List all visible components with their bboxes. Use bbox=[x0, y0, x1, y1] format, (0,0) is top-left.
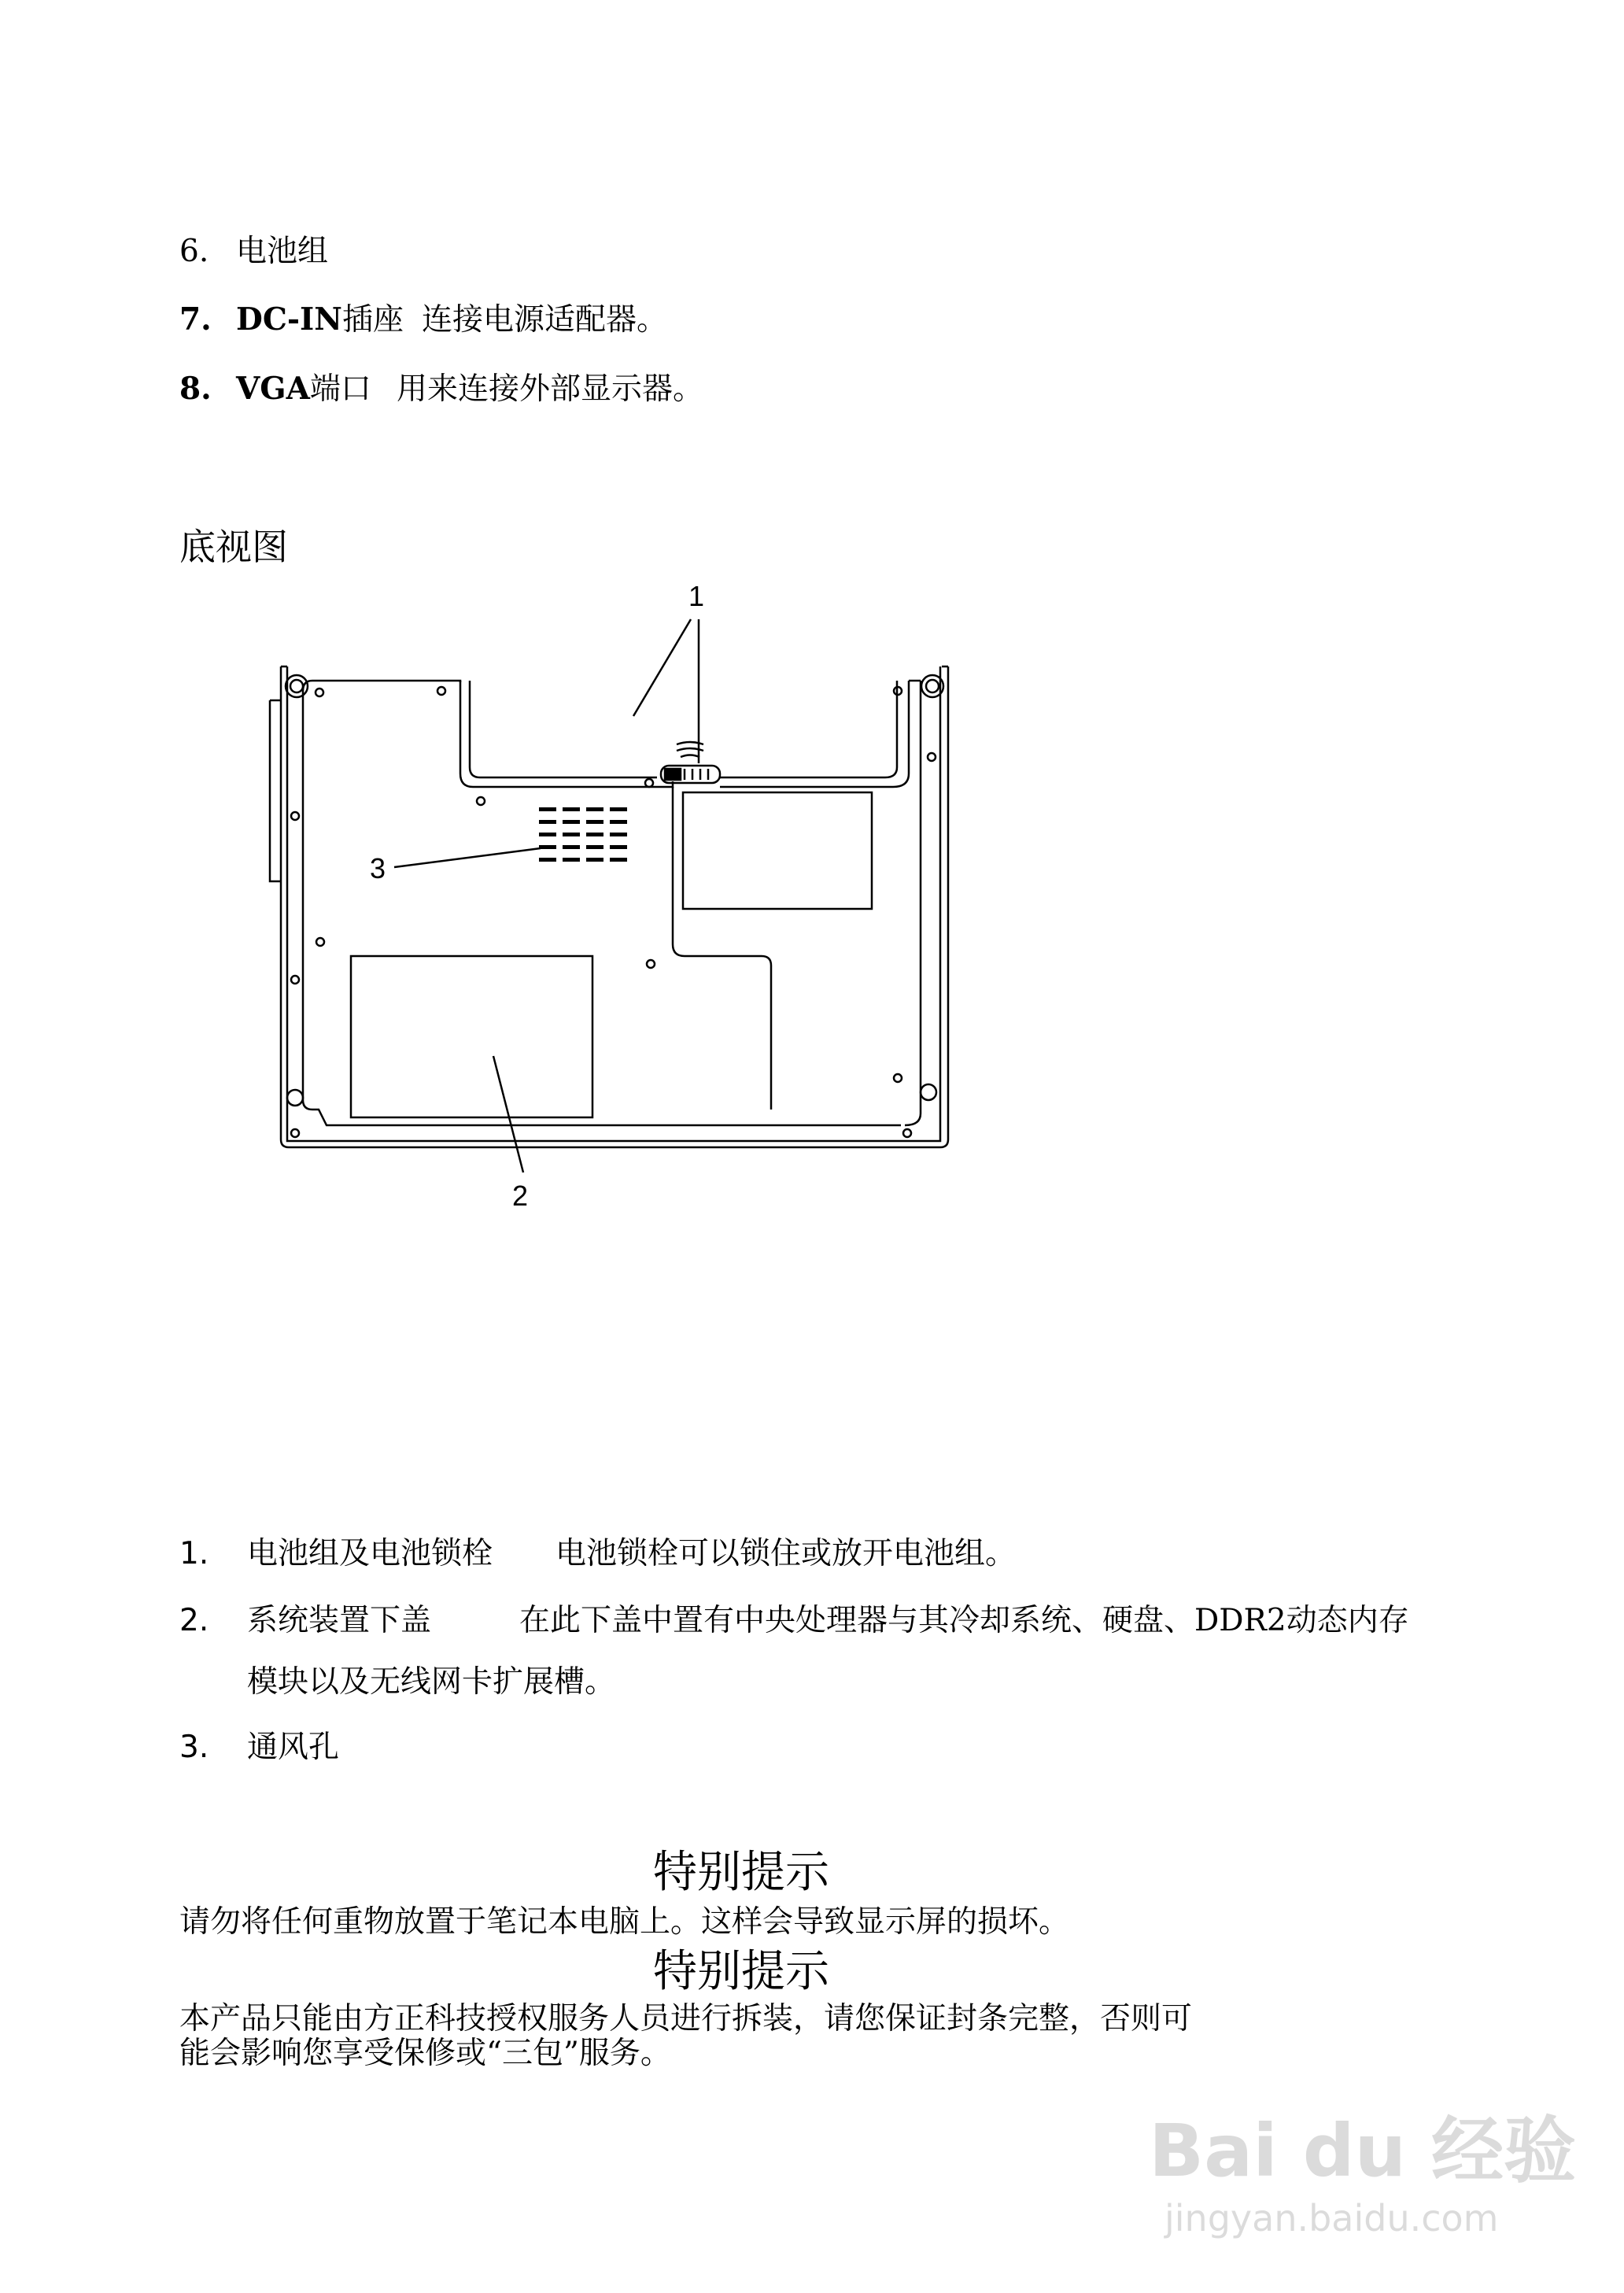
list-item-label: 电池组及电池锁栓 bbox=[247, 1536, 493, 1571]
callout-label: 3 bbox=[370, 852, 386, 884]
list-item-number: 1. bbox=[179, 1536, 209, 1571]
notice-title: 特别提示 bbox=[653, 1847, 829, 1898]
list-item-label-rest: 端口 bbox=[309, 371, 371, 407]
list-item-description: 在此下盖中置有中央处理器与其冷却系统、硬盘、DDR2动态内存 bbox=[519, 1603, 1409, 1638]
list-item-label-rest: 插座 bbox=[341, 302, 404, 338]
list-item-label bbox=[236, 301, 404, 338]
list-item-number: 2. bbox=[179, 1603, 209, 1638]
list-item-label-bold: VGA bbox=[236, 371, 310, 407]
list-item-number: 7. bbox=[179, 301, 212, 338]
list-item-description: 用来连接外部显示器。 bbox=[397, 371, 704, 407]
list-item-number: 8. bbox=[179, 371, 212, 407]
list-item-label-bold: DC-IN bbox=[236, 301, 342, 338]
list-item-label bbox=[236, 371, 371, 407]
watermark-url: jingyan.baidu.com bbox=[1164, 2197, 1499, 2239]
list-item-description: 电池锁栓可以锁住或放开电池组。 bbox=[555, 1536, 1017, 1571]
list-item-label: 系统装置下盖 bbox=[247, 1603, 432, 1638]
callout-label: 1 bbox=[688, 580, 705, 612]
list-item-number: 3. bbox=[179, 1730, 209, 1765]
notice-title: 特别提示 bbox=[653, 1946, 829, 1997]
notice-text: 能会影响您享受保修或“三包”服务。 bbox=[179, 2036, 671, 2071]
section-title: 底视图 bbox=[179, 526, 288, 568]
list-item-description-continued: 模块以及无线网卡扩展槽。 bbox=[247, 1664, 616, 1700]
notice-text: 请勿将任何重物放置于笔记本电脑上。这样会导致显示屏的损坏。 bbox=[179, 1904, 1070, 1940]
list-item-description: 连接电源适配器。 bbox=[422, 302, 668, 338]
notice-text: 本产品只能由方正科技授权服务人员进行拆装，请您保证封条完整，否则可 bbox=[179, 2001, 1193, 2036]
watermark-brand: Bai du 经验 bbox=[1149, 2109, 1577, 2193]
callout-label: 2 bbox=[512, 1180, 529, 1212]
baidu-jingyan-watermark bbox=[1149, 2093, 1576, 2239]
list-item-number: 6. bbox=[179, 234, 209, 269]
laptop-bottom-view-diagram bbox=[264, 574, 972, 1220]
list-item-label: 电池组 bbox=[236, 234, 329, 269]
list-item-label: 通风孔 bbox=[247, 1730, 340, 1765]
